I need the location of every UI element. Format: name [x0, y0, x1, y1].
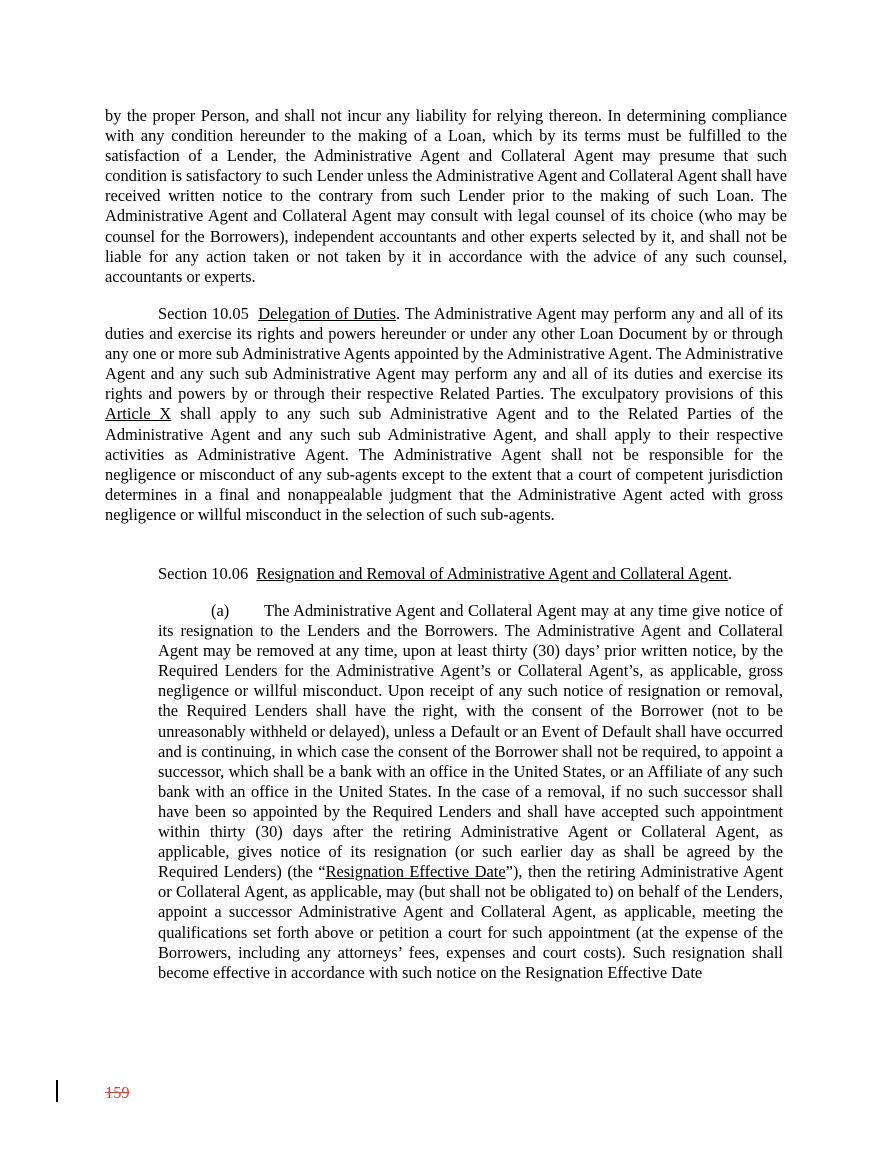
section-10-05-paragraph — [105, 304, 783, 525]
section-10-05-text-part1: . The Administrative Agent may perform any and all of its duties and exercise its rights and powers hereunder or under any other Loan Document by or through any one or more sub Administrative Agents appointed by the Administrative Agent. The Administrative Agent and any such sub Administrative Agent may perform any and all of its duties and exercise its rights and powers by or through their respective Related Parties. The exculpatory provisions of this — [105, 304, 784, 404]
section-10-06-title: Resignation and Removal of Administrative Agent and Collateral Agent — [256, 564, 728, 583]
section-10-05-number: Section 10.05 — [158, 304, 249, 323]
revision-change-bar — [56, 1080, 58, 1102]
section-10-06-paragraph-a — [158, 601, 783, 983]
paragraph-continuation: by the proper Person, and shall not incur any liability for relying thereon. In determining compliance with any condition hereunder to the making of a Loan, which by its terms must be fulfilled to the satisfaction of a Lender, the Administrative Agent and Collateral Agent may presume that such condition is satisfactory to such Lender unless the Administrative Agent and Collateral Agent shall have received written notice to the contrary from such Lender prior to the making of such Loan. The Administrative Agent and Collateral Agent may consult with legal counsel of its choice (who may be counsel for the Borrowers), independent accountants and other experts selected by it, and shall not be liable for any action taken or not taken by it in accordance with the advice of any such counsel, accountants or experts. — [105, 106, 787, 286]
resignation-effective-date-term: Resignation Effective Date — [325, 862, 506, 882]
section-10-05-title: Delegation of Duties — [258, 304, 397, 323]
paragraph-a-text-part2: ”), then the retiring Administrative Agent or Collateral Agent, as applicable, may (but shall not be obligated to) on behalf of the Lenders, appoint a successor Administrative Agent and Collateral Agent, as applicable, meeting the qualifications set forth above or petition a court for such appointment (at the expense of the Borrowers, including any attorneys’ fees, expenses and court costs). Such resignation shall become effective in accordance with such notice on the Resignation Effective Date — [158, 862, 783, 982]
paragraph-a-label: (a) — [211, 601, 230, 620]
article-x-reference: Article X — [105, 404, 172, 424]
section-10-06-heading — [158, 564, 783, 584]
section-10-05-text-part2: shall apply to any such sub Administrative Agent and to the Related Parties of the Administrative Agent and any such sub Administrative Agent, and shall apply to their respective activities as Administrative Agent. The Administrative Agent shall not be responsible for the negligence or misconduct of any sub-agents except to the extent that a court of competent jurisdiction determines in a final and nonappealable judgment that the Administrative Agent acted with gross negligence or willful misconduct in the selection of such sub-agents. — [105, 404, 783, 524]
section-10-06-title-end: . — [727, 564, 733, 583]
paragraph-a-text-part1: The Administrative Agent and Collateral Agent may at any time give notice of its resignation to the Lenders and the Borrowers. The Administrative Agent and Collateral Agent may be removed at any time, upon at least thirty (30) days’ prior written notice, by the Required Lenders for the Administrative Agent’s or Collateral Agent’s, as applicable, gross negligence or willful misconduct. Upon receipt of any such notice of resignation or removal, the Required Lenders shall have the right, with the consent of the Borrower (not to be unreasonably withheld or delayed), unless a Default or an Event of Default shall have occurred and is continuing, in which case the consent of the Borrower shall not be required, to appoint a successor, which shall be a bank with an office in the United States, or an Affiliate of any such bank with an office in the United States. In the case of a removal, if no such successor shall have been so appointed by the Required Lenders and shall have accepted such appointment within thirty (30) days after the retiring Administrative Agent or Collateral Agent, as applicable, gives notice of its resignation (or such earlier day as shall be agreed by the Required Lenders) (the “ — [158, 601, 783, 882]
page-number: 159 — [105, 1083, 130, 1102]
section-10-06-number: Section 10.06 — [158, 564, 249, 583]
